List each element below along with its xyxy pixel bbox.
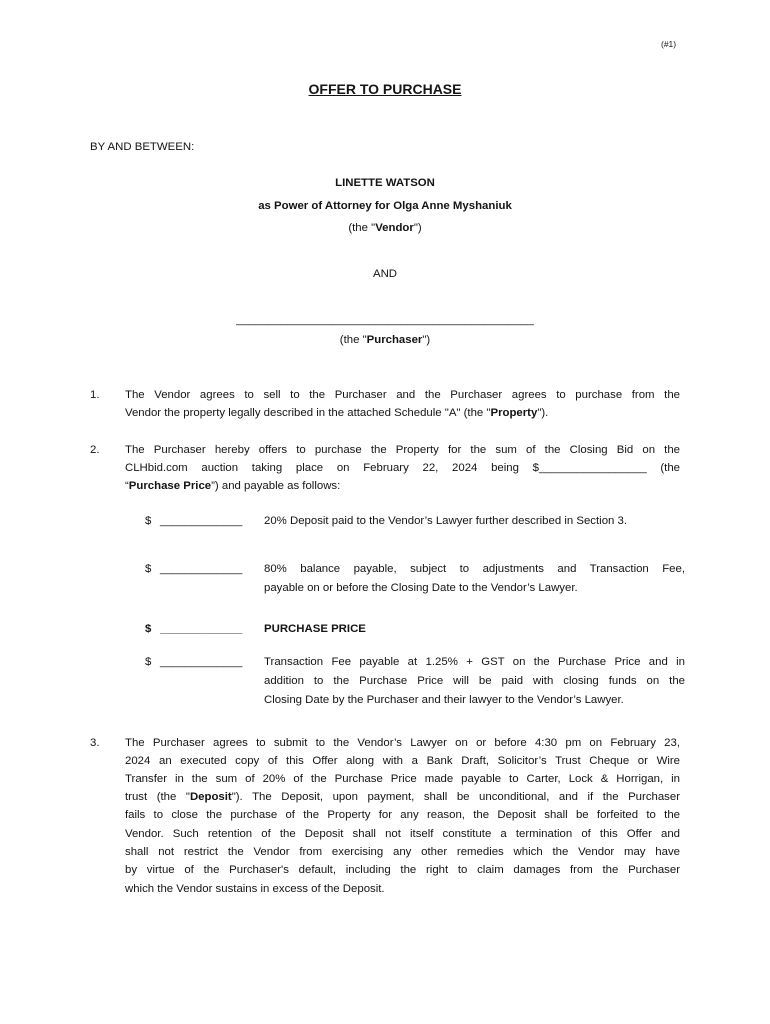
clause-text: "). The Deposit, upon payment, shall be unconditional, and if the Purchaser [231,791,680,803]
clause-1-line-2 [125,404,680,422]
clause-text: trust (the " [125,791,190,803]
defined-term-vendor: Vendor [375,222,414,234]
clause-text: 2024 an executed copy of this Offer along with a Bank Draft, Solicitor’s Trust Cheque or Wire [125,755,680,767]
amount-2-description-line-2: payable on or before the Closing Date to the Vendor’s Lawyer. [264,582,578,594]
clause-text: shall not restrict the Vendor from exercising any other remedies which the Vendor may have [125,846,680,858]
clause-2-line-3 [125,477,680,495]
amount-1-blank: _____________ [160,515,243,527]
amount-3-blank: _____________ [160,623,243,635]
clause-3-line-1 [125,734,680,752]
clause-3-line-8 [125,861,680,879]
vendor-name: LINETTE WATSON [335,177,435,189]
clause-text: Vendor the property legally described in the attached Schedule "A" (the " [125,407,491,419]
amount-2-currency: $ [145,563,152,575]
purchase-price-total-label: PURCHASE PRICE [264,623,366,635]
clause-text: which the Vendor sustains in excess of the Deposit. [125,883,385,895]
clause-3-line-4 [125,788,680,806]
clause-3-line-5 [125,806,680,824]
clause-3-line-3 [125,770,680,788]
document-title: OFFER TO PURCHASE [308,81,462,97]
clause-text: The Purchaser hereby offers to purchase the Property for the sum of the Closing Bid on the [125,444,680,456]
clause-2-number: 2. [90,444,100,456]
amount-2-description-line-1 [264,560,685,578]
defined-suffix: ") [413,222,422,234]
clause-3-line-9 [125,880,680,898]
parties-intro: BY AND BETWEEN: [90,141,195,153]
defined-term-purchase-price: Purchase Price [128,480,212,492]
amount-3-currency: $ [145,623,152,635]
amount-4-description-line-2 [264,672,685,690]
amount-4-description-line-1 [264,653,685,671]
and-separator: AND [372,268,398,280]
purchaser-defined-term [0,331,770,349]
clause-1-line-1 [125,386,680,404]
clause-text: Transfer in the sum of 20% of the Purchase Price made payable to Carter, Lock & Horrigan, in [125,773,680,785]
defined-term-purchaser: Purchaser [366,334,423,346]
amount-4-blank: _____________ [160,656,243,668]
clause-text: by virtue of the Purchaser's default, including the right to claim damages from the Purchaser [125,864,680,876]
amount-text: addition to the Purchase Price will be paid with closing funds on the [264,675,685,687]
clause-3-number: 3. [90,737,100,749]
amount-1-currency: $ [145,515,152,527]
vendor-defined-term [0,219,770,237]
vendor-capacity: as Power of Attorney for Olga Anne Myshaniuk [258,200,512,212]
defined-prefix: (the " [348,222,376,234]
defined-suffix: ") [422,334,431,346]
defined-term-deposit: Deposit [189,791,232,803]
clause-text: Vendor. Such retention of the Deposit shall not itself constitute a termination of this Offer and [125,828,680,840]
purchaser-name-blank: _______________________________________________ [236,314,534,326]
page-marker: (#1) [661,39,677,49]
clause-text: ”) and payable as follows: [211,480,341,492]
amount-2-blank: _____________ [160,563,243,575]
clause-2-line-1 [125,441,680,459]
clause-3-line-2 [125,752,680,770]
amount-text: 80% balance payable, subject to adjustments and Transaction Fee, [264,563,685,575]
clause-3-line-6 [125,825,680,843]
defined-prefix: (the " [339,334,367,346]
amount-1-description: 20% Deposit paid to the Vendor’s Lawyer further described in Section 3. [264,515,628,527]
defined-term-property: Property [490,407,538,419]
clause-2-line-2 [125,459,680,477]
clause-text: The Purchaser agrees to submit to the Vendor’s Lawyer on or before 4:30 pm on February 23, [125,737,680,749]
amount-4-currency: $ [145,656,152,668]
clause-text: “ [125,480,129,492]
clause-1-number: 1. [90,389,100,401]
clause-text: CLHbid.com auction taking place on February 22, 2024 being $_________________ (the [125,462,680,474]
amount-text: Transaction Fee payable at 1.25% + GST on the Purchase Price and in [264,656,685,668]
amount-4-description-line-3: Closing Date by the Purchaser and their lawyer to the Vendor’s Lawyer. [264,694,624,706]
clause-text: "). [537,407,549,419]
clause-3-line-7 [125,843,680,861]
clause-text: fails to close the purchase of the Property for any reason, the Deposit shall be forfeited to the [125,809,680,821]
clause-text: The Vendor agrees to sell to the Purchaser and the Purchaser agrees to purchase from the [125,389,680,401]
